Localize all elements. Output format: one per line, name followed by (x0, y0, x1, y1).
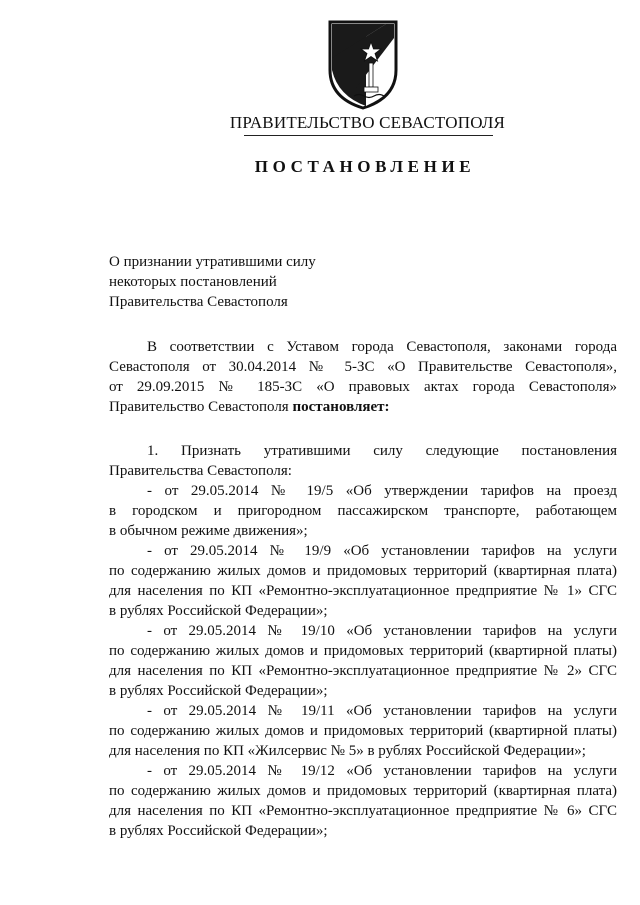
decree-line: - от 29.05.2014 № 19/5 «Об утверждении тарифов на проезд (147, 483, 617, 499)
coat-of-arms-icon (326, 18, 400, 110)
preamble-line: В соответствии с Уставом города Севастополя, законами города (147, 339, 617, 355)
decree-line: в рублях Российской Федерации»; (109, 823, 328, 839)
preamble-line: Севастополя от 30.04.2014 № 5-ЗС «О Правительстве Севастополя», (109, 359, 617, 375)
subject-line: Правительства Севастополя (109, 294, 288, 310)
decree-line: - от 29.05.2014 № 19/9 «Об установлении тарифов на услуги (147, 543, 617, 559)
decree-line: по содержанию жилых домов и придомовых территорий (квартирной платы) (109, 723, 617, 739)
decree-line: в городском и пригородном пассажирском транспорте, работающем (109, 503, 617, 519)
resolves-keyword: постановляет: (292, 399, 390, 415)
decree-item (109, 481, 617, 541)
item-1-line: Правительства Севастополя: (109, 463, 292, 479)
decree-line: - от 29.05.2014 № 19/11 «Об установлении тарифов на услуги (147, 703, 617, 719)
document-type-heading: ПОСТАНОВЛЕНИЕ (254, 157, 476, 176)
decree-line: для населения по КП «Ремонтно-эксплуатационное предприятие № 2» СГС (109, 663, 617, 679)
subject-line: О признании утратившими силу (109, 254, 316, 270)
decree-line: - от 29.05.2014 № 19/12 «Об установлении тарифов на услуги (147, 763, 617, 779)
decree-line: для населения по КП «Жилсервис № 5» в рублях Российской Федерации»; (109, 743, 586, 759)
decree-item (109, 701, 617, 761)
decree-item (109, 621, 617, 701)
item-1-line: 1. Признать утратившими силу следующие постановления (147, 443, 617, 459)
preamble-subject: Правительство Севастополя (109, 399, 289, 415)
decree-line: для населения по КП «Ремонтно-эксплуатационное предприятие № 6» СГС (109, 803, 617, 819)
decree-item (109, 761, 617, 841)
government-title: ПРАВИТЕЛЬСТВО СЕВАСТОПОЛЯ (229, 113, 506, 132)
decree-line: в обычном режиме движения»; (109, 523, 308, 539)
decree-item (109, 541, 617, 621)
decree-line: в рублях Российской Федерации»; (109, 683, 328, 699)
decree-line: в рублях Российской Федерации»; (109, 603, 328, 619)
preamble-paragraph (109, 337, 617, 417)
preamble-last-line (109, 397, 617, 417)
item-1-paragraph (109, 441, 617, 481)
decree-line: по содержанию жилых домов и придомовых территорий (квартирная плата) (109, 563, 617, 579)
decree-line: по содержанию жилых домов и придомовых территорий (квартирная плата) (109, 783, 617, 799)
subject-line: некоторых постановлений (109, 274, 277, 290)
document-subject (109, 252, 429, 312)
decree-line: по содержанию жилых домов и придомовых территорий (квартирной платы) (109, 643, 617, 659)
preamble-line: от 29.09.2015 № 185-ЗС «О правовых актах города Севастополя» (109, 379, 617, 395)
decree-line: для населения по КП «Ремонтно-эксплуатационное предприятие № 1» СГС (109, 583, 617, 599)
decree-line: - от 29.05.2014 № 19/10 «Об установлении тарифов на услуги (147, 623, 617, 639)
title-underline (244, 135, 493, 136)
